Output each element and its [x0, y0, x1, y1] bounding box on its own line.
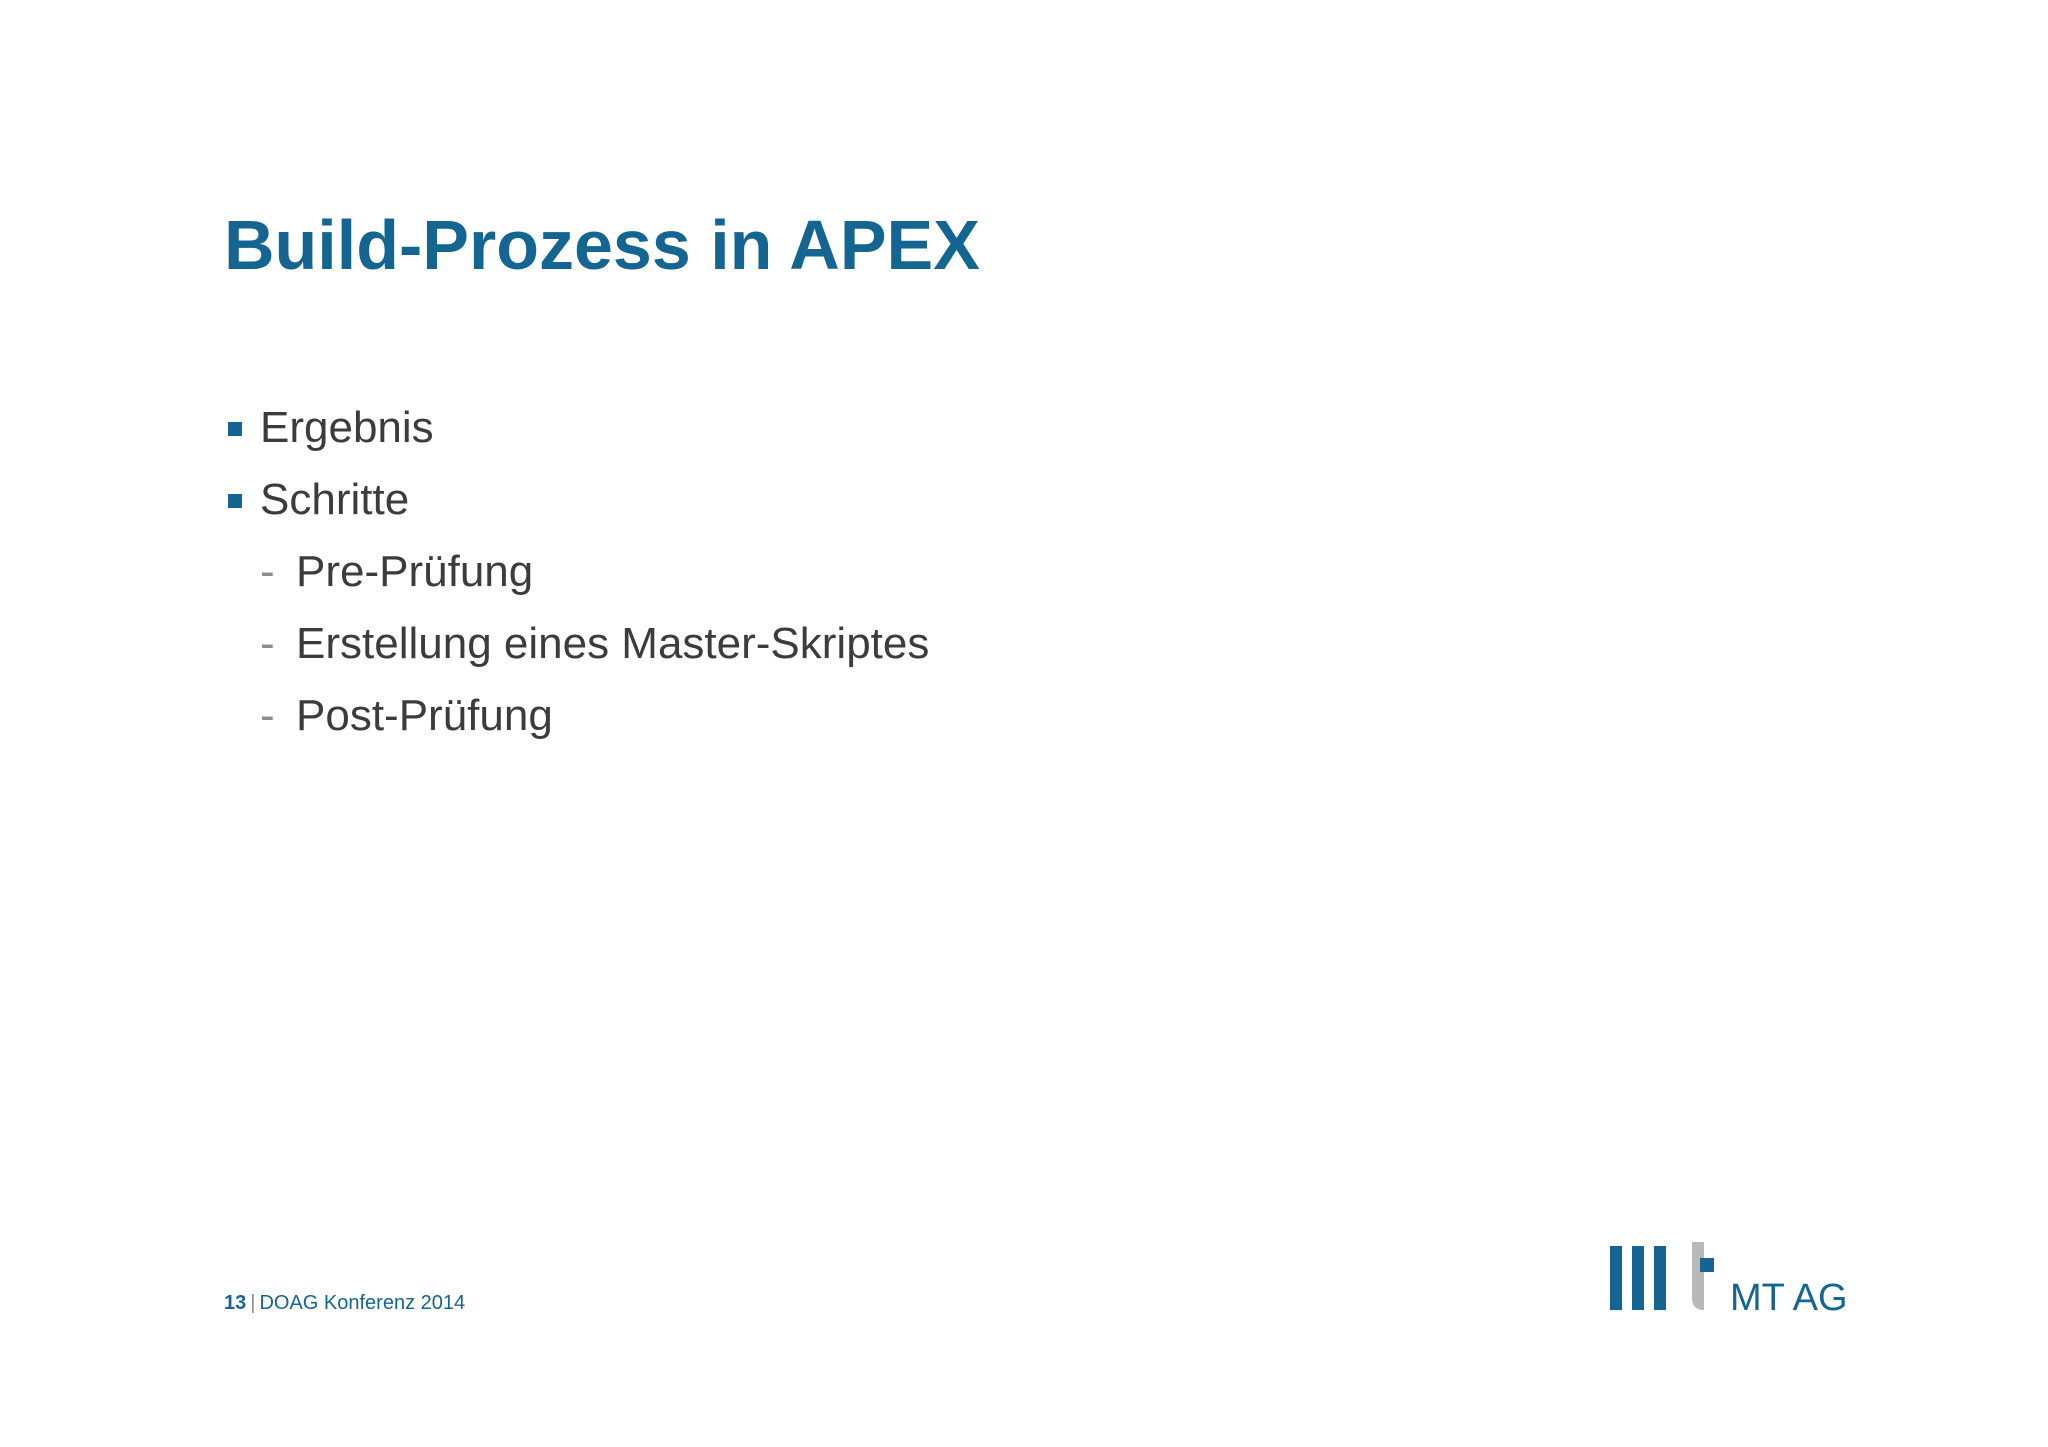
footer-separator: |: [250, 1292, 256, 1314]
bullet-item-ergebnis: [224, 392, 929, 464]
footer: [224, 1290, 465, 1316]
dash-bullet-icon: -: [260, 547, 275, 596]
sub-bullet-text: Erstellung eines Master-Skriptes: [296, 619, 930, 668]
footer-event: DOAG Konferenz 2014: [259, 1292, 466, 1314]
sub-bullet-text: Post-Prüfung: [296, 691, 553, 740]
dash-bullet-icon: -: [260, 619, 275, 668]
square-bullet-icon: [228, 422, 242, 436]
sub-bullet-item-pre-pruefung: [224, 536, 929, 608]
company-logo: [1610, 1240, 1850, 1320]
bullet-list: [224, 392, 929, 752]
sub-bullet-item-master-skript: [224, 608, 929, 680]
bullet-item-schritte: [224, 464, 929, 536]
bullet-text: Ergebnis: [260, 403, 434, 452]
dash-bullet-icon: -: [260, 691, 275, 740]
page-number: 13: [224, 1292, 247, 1314]
logo-wordmark: MT AG: [1730, 1277, 1848, 1319]
square-bullet-icon: [228, 494, 242, 508]
sub-bullet-text: Pre-Prüfung: [296, 547, 534, 596]
mt-logo-icon: [1610, 1240, 1850, 1320]
slide-title: Build-Prozess in APEX: [224, 206, 980, 284]
sub-bullet-item-post-pruefung: [224, 680, 929, 752]
bullet-text: Schritte: [260, 475, 410, 524]
